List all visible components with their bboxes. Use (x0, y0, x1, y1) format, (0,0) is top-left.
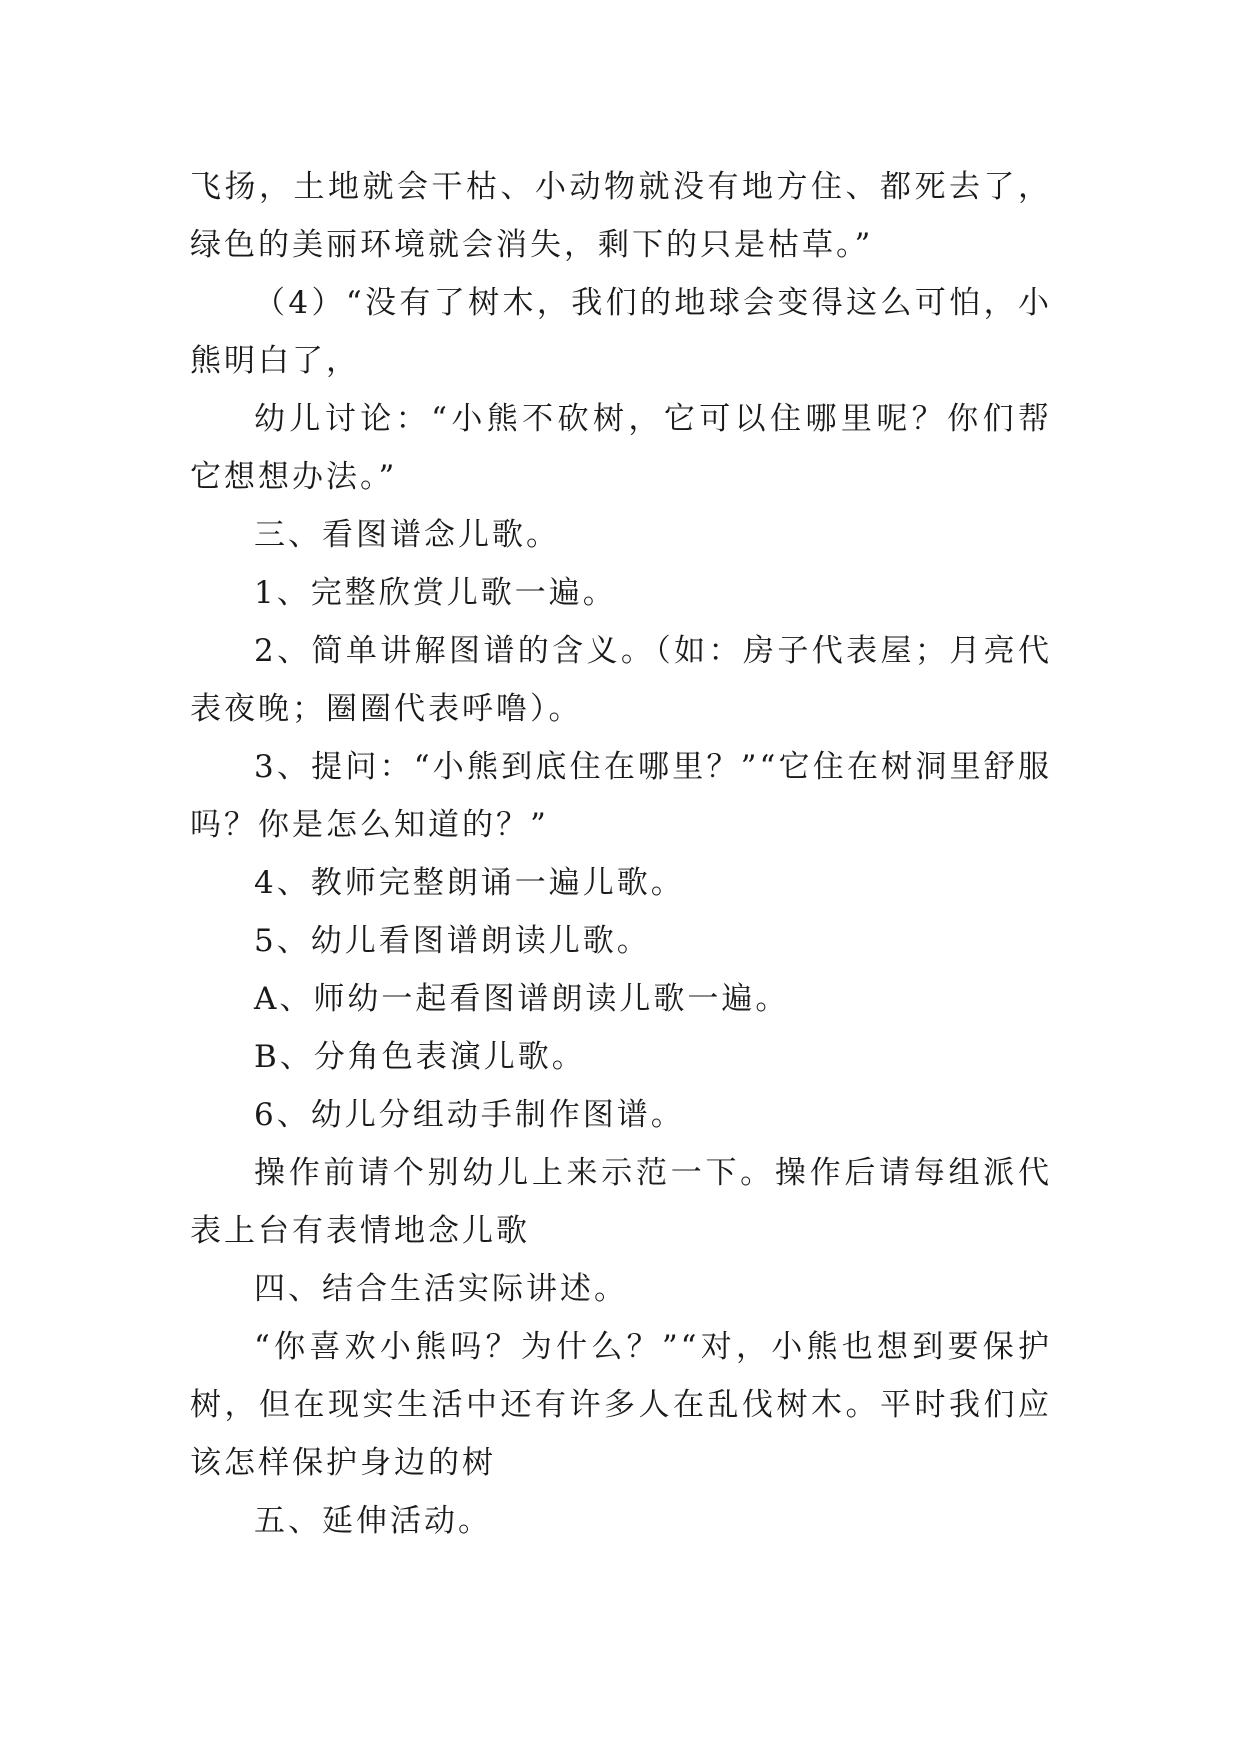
list-item: 3、提问：“小熊到底住在哪里？”“它住在树洞里舒服吗？你是怎么知道的？” (190, 749, 1052, 843)
paragraph: “你喜欢小熊吗？为什么？”“对，小熊也想到要保护树，但在现实生活中还有许多人在乱伐树木。平时我们应该怎样保护身边的树 (190, 1329, 1052, 1481)
list-item: 1、完整欣赏儿歌一遍。 (254, 575, 617, 611)
sub-list-item: A、师幼一起看图谱朗读儿歌一遍。 (254, 981, 790, 1017)
section-heading: 四、结合生活实际讲述。 (254, 1271, 628, 1307)
list-item: 2、简单讲解图谱的含义。（如：房子代表屋；月亮代表夜晚；圈圈代表呼噜）。 (190, 633, 1052, 727)
section-heading: 五、延伸活动。 (254, 1503, 492, 1539)
sub-list-item: B、分角色表演儿歌。 (254, 1039, 586, 1075)
list-item: 5、幼儿看图谱朗读儿歌。 (254, 923, 651, 959)
paragraph: 操作前请个别幼儿上来示范一下。操作后请每组派代表上台有表情地念儿歌 (190, 1155, 1052, 1249)
section-heading: 三、看图谱念儿歌。 (254, 517, 560, 553)
paragraph: 飞扬，土地就会干枯、小动物就没有地方住、都死去了，绿色的美丽环境就会消失，剩下的只是枯草。” (190, 169, 1052, 263)
list-item: 6、幼儿分组动手制作图谱。 (254, 1097, 685, 1133)
paragraph: （4）“没有了树木，我们的地球会变得这么可怕，小熊明白了， (190, 285, 1052, 379)
document-body (190, 158, 1052, 1550)
paragraph: 幼儿讨论：“小熊不砍树，它可以住哪里呢？你们帮它想想办法。” (190, 401, 1052, 495)
list-item: 4、教师完整朗诵一遍儿歌。 (254, 865, 685, 901)
